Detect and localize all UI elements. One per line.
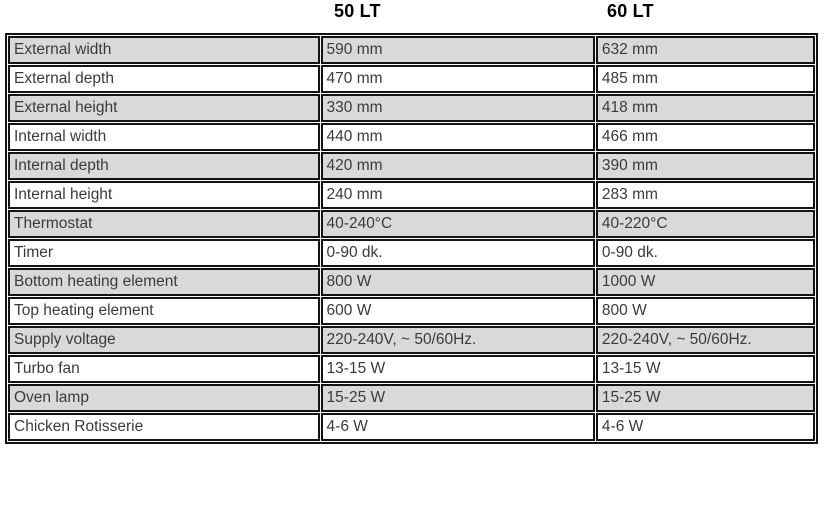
value-50lt-cell: 600 W — [321, 297, 595, 325]
value-60lt-cell: 220-240V, ~ 50/60Hz. — [596, 326, 815, 354]
value-60lt-cell: 15-25 W — [596, 384, 815, 412]
table-row — [8, 36, 815, 64]
spec-label-cell: Oven lamp — [8, 384, 320, 412]
spec-label-cell: External height — [8, 94, 320, 122]
value-50lt-cell: 420 mm — [321, 152, 595, 180]
value-50lt-cell: 330 mm — [321, 94, 595, 122]
spec-label-cell: Turbo fan — [8, 355, 320, 383]
value-60lt-cell: 485 mm — [596, 65, 815, 93]
spec-label-cell: Chicken Rotisserie — [8, 413, 320, 441]
value-50lt-cell: 240 mm — [321, 181, 595, 209]
spec-table — [5, 33, 818, 444]
table-row — [8, 94, 815, 122]
table-row — [8, 181, 815, 209]
value-60lt-cell: 466 mm — [596, 123, 815, 151]
spec-table-body — [8, 36, 815, 441]
value-60lt-cell: 390 mm — [596, 152, 815, 180]
value-50lt-cell: 440 mm — [321, 123, 595, 151]
spec-label-cell: Internal depth — [8, 152, 320, 180]
table-row — [8, 413, 815, 441]
table-row — [8, 384, 815, 412]
spec-label-cell: Bottom heating element — [8, 268, 320, 296]
column-header-50lt: 50 LT — [334, 1, 381, 21]
column-header-60lt: 60 LT — [607, 1, 654, 21]
value-60lt-cell: 283 mm — [596, 181, 815, 209]
table-row — [8, 326, 815, 354]
table-row — [8, 297, 815, 325]
spec-label-cell: External width — [8, 36, 320, 64]
spec-label-cell: External depth — [8, 65, 320, 93]
value-50lt-cell: 15-25 W — [321, 384, 595, 412]
spec-label-cell: Timer — [8, 239, 320, 267]
spec-label-cell: Internal width — [8, 123, 320, 151]
spec-label-cell: Internal height — [8, 181, 320, 209]
value-50lt-cell: 220-240V, ~ 50/60Hz. — [321, 326, 595, 354]
spec-label-cell: Top heating element — [8, 297, 320, 325]
table-row — [8, 65, 815, 93]
spec-label-cell: Thermostat — [8, 210, 320, 238]
value-60lt-cell: 40-220°C — [596, 210, 815, 238]
table-row — [8, 268, 815, 296]
spec-label-cell: Supply voltage — [8, 326, 320, 354]
table-row — [8, 210, 815, 238]
table-row — [8, 123, 815, 151]
table-row — [8, 239, 815, 267]
value-50lt-cell: 0-90 dk. — [321, 239, 595, 267]
value-60lt-cell: 4-6 W — [596, 413, 815, 441]
value-60lt-cell: 632 mm — [596, 36, 815, 64]
value-50lt-cell: 800 W — [321, 268, 595, 296]
value-60lt-cell: 0-90 dk. — [596, 239, 815, 267]
value-60lt-cell: 418 mm — [596, 94, 815, 122]
value-60lt-cell: 13-15 W — [596, 355, 815, 383]
value-50lt-cell: 40-240°C — [321, 210, 595, 238]
table-row — [8, 355, 815, 383]
value-50lt-cell: 590 mm — [321, 36, 595, 64]
table-row — [8, 152, 815, 180]
value-50lt-cell: 13-15 W — [321, 355, 595, 383]
value-60lt-cell: 800 W — [596, 297, 815, 325]
value-60lt-cell: 1000 W — [596, 268, 815, 296]
value-50lt-cell: 4-6 W — [321, 413, 595, 441]
value-50lt-cell: 470 mm — [321, 65, 595, 93]
